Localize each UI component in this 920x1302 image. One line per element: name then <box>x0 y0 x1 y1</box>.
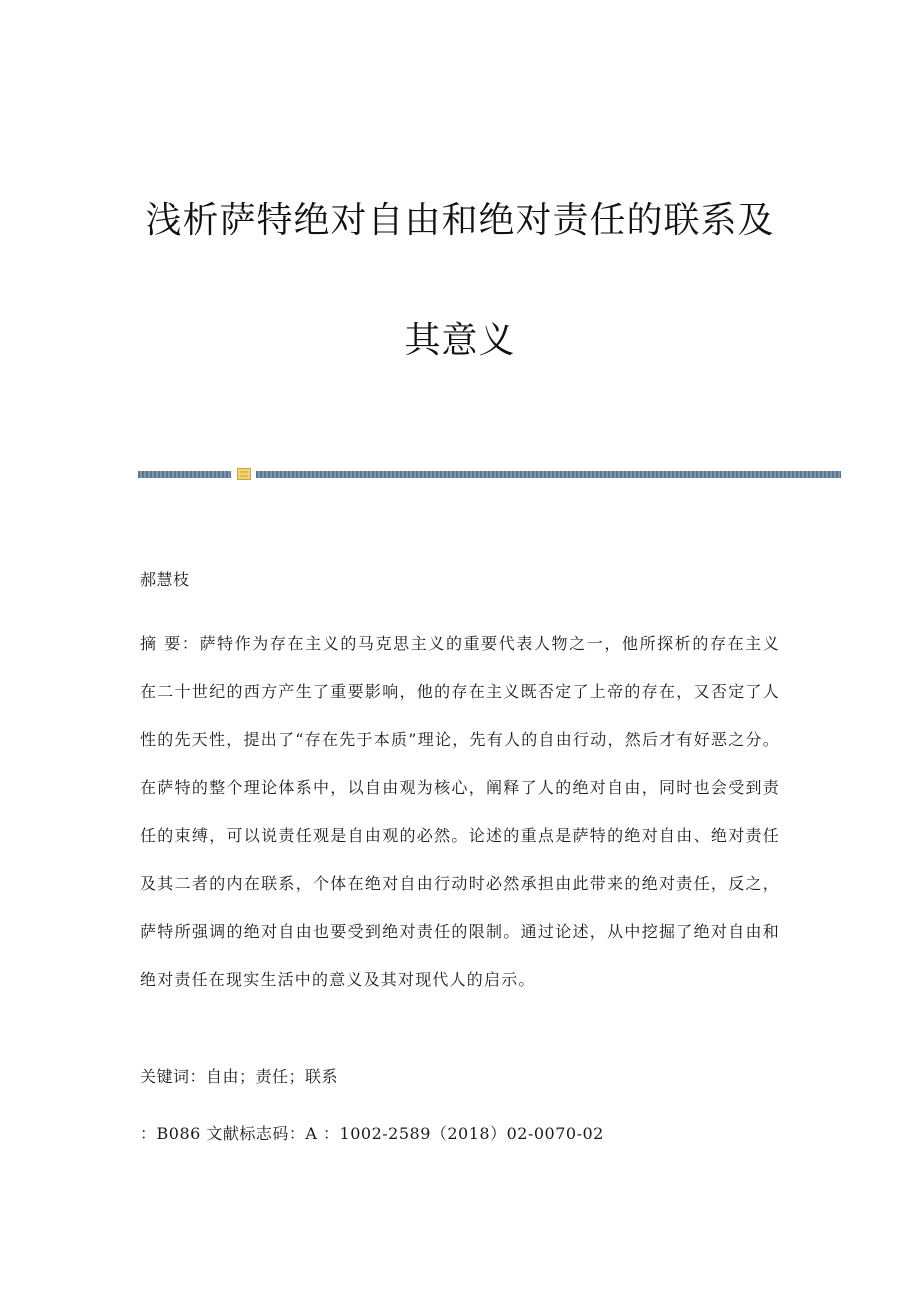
abstract-text: 萨特作为存在主义的马克思主义的重要代表人物之一，他所探析的存在主义在二十世纪的西方产生了重要影响，他的存在主义既否定了上帝的存在，又否定了人性的先天性，提出了“存在先于本质”理论，先有人的自由行动，然后才有好恶之分。在萨特的整个理论体系中，以自由观为核心，阐释了人的绝对自由，同时也会受到责任的束缚，可以说责任观是自由观的必然。论述的重点是萨特的绝对自由、绝对责任及其二者的内在联系，个体在绝对自由行动时必然承担由此带来的绝对责任，反之，萨特所强调的绝对自由也要受到绝对责任的限制。通过论述，从中挖掘了绝对自由和绝对责任在现实生活中的意义及其对现代人的启示。 <box>140 634 780 989</box>
keywords-line: 关键词：自由；责任；联系 <box>140 1067 339 1086</box>
document-title-line-2: 其意义 <box>404 320 516 361</box>
classification-code-line: ：B086 文献标志码：A ：1002-2589（2018）02-0070-02 <box>140 1124 604 1143</box>
divider-bar-right <box>256 471 841 478</box>
divider-ornament-icon <box>237 468 251 480</box>
title-divider <box>138 468 841 480</box>
divider-bar-left <box>138 471 231 478</box>
document-title-line-1: 浅析萨特绝对自由和绝对责任的联系及 <box>145 200 775 241</box>
abstract-label: 摘 要： <box>140 634 200 653</box>
author-name: 郝慧枝 <box>140 570 190 589</box>
abstract-paragraph <box>140 620 780 1004</box>
